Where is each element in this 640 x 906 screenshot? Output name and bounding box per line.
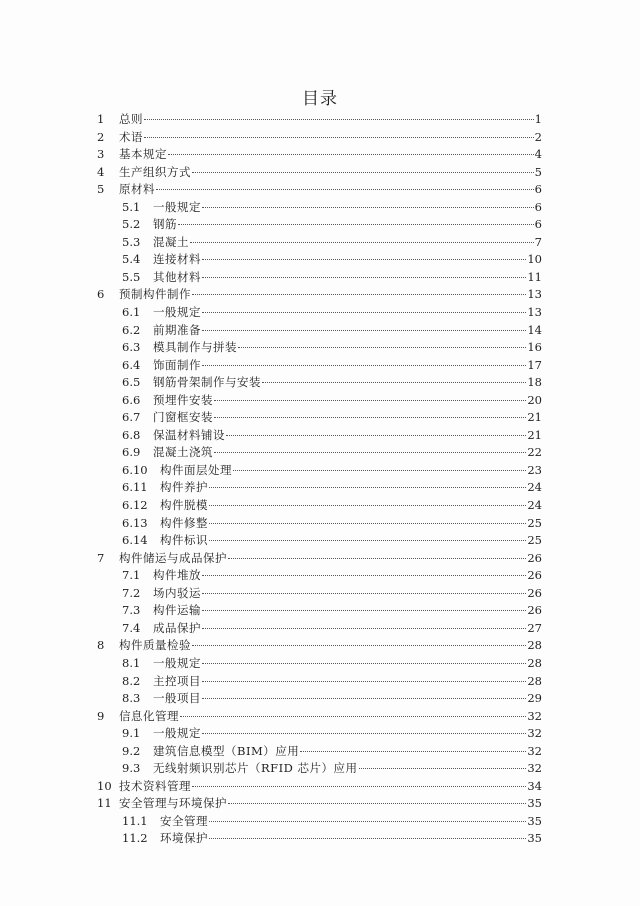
dot-leader bbox=[202, 652, 526, 664]
toc-entry-page-number: 5 bbox=[534, 164, 542, 179]
toc-entry-page-number: 34 bbox=[527, 778, 542, 793]
toc-entry-label: 构件修整 bbox=[160, 515, 208, 530]
toc-entry-label: 预制构件制作 bbox=[119, 287, 191, 302]
toc-entry-label: 主控项目 bbox=[153, 673, 201, 688]
toc-entry-number: 5.3 bbox=[122, 234, 141, 249]
toc-entry-page-number: 26 bbox=[527, 568, 542, 583]
toc-entry-label: 安全管理 bbox=[160, 813, 208, 828]
toc-entry-page-number: 24 bbox=[527, 498, 542, 513]
dot-leader bbox=[192, 775, 526, 787]
toc-entry-label: 构件质量检验 bbox=[119, 638, 191, 653]
toc-entry-page-number: 28 bbox=[527, 638, 542, 653]
toc-entry-page-number: 6 bbox=[534, 217, 542, 232]
toc-entry-number: 2 bbox=[97, 129, 105, 144]
dot-leader bbox=[209, 529, 526, 541]
toc-entry-page-number: 28 bbox=[527, 673, 542, 688]
toc-entry-page-number: 16 bbox=[527, 340, 542, 355]
dot-leader bbox=[202, 687, 526, 699]
dot-leader bbox=[209, 476, 526, 488]
dot-leader bbox=[226, 424, 526, 436]
toc-entry-label: 构件养护 bbox=[160, 480, 208, 495]
toc-entry-number: 10 bbox=[97, 778, 112, 793]
dot-leader bbox=[192, 634, 526, 646]
toc-entry-label: 总则 bbox=[119, 112, 143, 126]
toc-entry-label: 连接材料 bbox=[153, 252, 201, 267]
toc-entry-number: 11.2 bbox=[122, 831, 148, 846]
toc-entry-number: 6.3 bbox=[122, 340, 141, 355]
dot-leader bbox=[209, 494, 526, 506]
toc-entry-page-number: 13 bbox=[527, 287, 542, 302]
dot-leader bbox=[262, 371, 526, 383]
toc-entry-number: 6.10 bbox=[122, 462, 148, 477]
table-of-contents bbox=[97, 111, 542, 848]
toc-entry-number: 6.6 bbox=[122, 392, 141, 407]
dot-leader bbox=[214, 441, 526, 453]
dot-leader bbox=[192, 283, 526, 295]
toc-entry-number: 6.14 bbox=[122, 533, 148, 548]
toc-entry-label: 技术资料管理 bbox=[119, 778, 191, 793]
toc-entry-number: 7.2 bbox=[122, 585, 141, 600]
toc-entry-page-number: 2 bbox=[534, 129, 542, 144]
toc-entry-page-number: 1 bbox=[534, 112, 542, 126]
toc-entry-number: 3 bbox=[97, 147, 105, 162]
dot-leader bbox=[202, 266, 526, 278]
toc-entry-page-number: 25 bbox=[527, 515, 542, 530]
toc-entry-page-number: 35 bbox=[527, 813, 542, 828]
toc-entry-page-number: 27 bbox=[527, 620, 542, 635]
toc-entry-label: 一般规定 bbox=[153, 199, 201, 214]
toc-entry-number: 6.5 bbox=[122, 375, 141, 390]
toc-entry-number: 5.4 bbox=[122, 252, 141, 267]
toc-entry-page-number: 24 bbox=[527, 480, 542, 495]
toc-entry-page-number: 7 bbox=[534, 234, 542, 249]
toc-entry-label: 基本规定 bbox=[119, 147, 167, 162]
toc-entry-label: 预埋件安装 bbox=[153, 392, 213, 407]
toc-entry-page-number: 26 bbox=[527, 550, 542, 565]
toc-entry-number: 6.2 bbox=[122, 322, 141, 337]
toc-entry-number: 9.3 bbox=[122, 761, 141, 776]
toc-entry-page-number: 4 bbox=[534, 147, 542, 162]
toc-entry-label: 模具制作与拼装 bbox=[153, 340, 237, 355]
toc-entry-number: 9 bbox=[97, 708, 105, 723]
toc-entry-label: 原材料 bbox=[119, 182, 155, 197]
toc-entry-page-number: 32 bbox=[527, 761, 542, 776]
dot-leader bbox=[202, 248, 526, 260]
toc-entry-label: 场内驳运 bbox=[153, 585, 201, 600]
toc-entry-label: 生产组织方式 bbox=[119, 164, 191, 179]
dot-leader bbox=[192, 161, 534, 173]
dot-leader bbox=[202, 599, 526, 611]
toc-entry-page-number: 22 bbox=[527, 445, 542, 460]
toc-entry-page-number: 26 bbox=[527, 603, 542, 618]
dot-leader bbox=[144, 126, 534, 138]
dot-leader bbox=[228, 547, 526, 559]
toc-entry-label: 构件标识 bbox=[160, 533, 208, 548]
dot-leader bbox=[156, 178, 534, 190]
toc-entry-page-number: 32 bbox=[527, 743, 542, 758]
toc-entry-number: 7.4 bbox=[122, 620, 141, 635]
toc-entry-label: 一般规定 bbox=[153, 305, 201, 320]
toc-entry-label: 一般规定 bbox=[153, 655, 201, 670]
toc-entry-page-number: 13 bbox=[527, 305, 542, 320]
dot-leader bbox=[214, 389, 526, 401]
dot-leader bbox=[214, 406, 526, 418]
toc-entry-label: 安全管理与环境保护 bbox=[119, 796, 227, 811]
toc-entry-number: 7.3 bbox=[122, 603, 141, 618]
toc-entry-label: 信息化管理 bbox=[119, 708, 179, 723]
toc-entry-label: 门窗框安装 bbox=[153, 410, 213, 425]
toc-entry-label: 前期准备 bbox=[153, 322, 201, 337]
toc-entry-page-number: 32 bbox=[527, 726, 542, 741]
toc-entry-number: 6.8 bbox=[122, 427, 141, 442]
dot-leader bbox=[202, 564, 526, 576]
toc-entry-number: 7.1 bbox=[122, 568, 141, 583]
toc-entry-number: 8.3 bbox=[122, 691, 141, 706]
toc-entry-label: 构件储运与成品保护 bbox=[119, 550, 227, 565]
toc-entry-label: 无线射频识别芯片（RFID 芯片）应用 bbox=[153, 761, 358, 776]
toc-entry-page-number: 23 bbox=[527, 462, 542, 477]
toc-entry-page-number: 29 bbox=[527, 691, 542, 706]
toc-entry-page-number: 6 bbox=[534, 182, 542, 197]
toc-entry-label: 其他材料 bbox=[153, 269, 201, 284]
toc-entry-label: 钢筋 bbox=[153, 217, 177, 232]
dot-leader bbox=[300, 740, 526, 752]
toc-entry-page-number: 21 bbox=[527, 427, 542, 442]
toc-entry-number: 11 bbox=[97, 796, 112, 811]
toc-entry-number: 5.1 bbox=[122, 199, 141, 214]
toc-entry-number: 5.5 bbox=[122, 269, 141, 284]
dot-leader bbox=[202, 319, 526, 331]
toc-entry-page-number: 6 bbox=[534, 199, 542, 214]
dot-leader bbox=[233, 459, 526, 471]
toc-entry-page-number: 26 bbox=[527, 585, 542, 600]
toc-entry-number: 5.2 bbox=[122, 217, 141, 232]
dot-leader bbox=[228, 792, 526, 804]
toc-entry-label: 饰面制作 bbox=[153, 357, 201, 372]
dot-leader bbox=[168, 143, 534, 155]
toc-entry-number: 6.7 bbox=[122, 410, 141, 425]
toc-entry-page-number: 21 bbox=[527, 410, 542, 425]
toc-entry-page-number: 17 bbox=[527, 357, 542, 372]
toc-entry-label: 构件面层处理 bbox=[160, 462, 232, 477]
toc-entry-label: 混凝土 bbox=[153, 234, 189, 249]
dot-leader bbox=[202, 582, 526, 594]
toc-entry-number: 4 bbox=[97, 164, 105, 179]
toc-entry-number: 8 bbox=[97, 638, 105, 653]
toc-entry-number: 11.1 bbox=[122, 813, 148, 828]
toc-entry-label: 术语 bbox=[119, 129, 143, 144]
dot-leader bbox=[178, 213, 534, 225]
toc-entry-number: 5 bbox=[97, 182, 105, 197]
toc-entry-label: 构件运输 bbox=[153, 603, 201, 618]
toc-entry-page-number: 35 bbox=[527, 831, 542, 846]
toc-entry-page-number: 10 bbox=[527, 252, 542, 267]
dot-leader bbox=[202, 354, 526, 366]
dot-leader bbox=[209, 827, 526, 839]
dot-leader bbox=[238, 336, 526, 348]
toc-entry-number: 6.12 bbox=[122, 498, 148, 513]
toc-entry-number: 6.11 bbox=[122, 480, 148, 495]
toc-section-entry[interactable] bbox=[97, 830, 542, 848]
toc-entry-number: 8.1 bbox=[122, 655, 141, 670]
dot-leader bbox=[202, 722, 526, 734]
dot-leader bbox=[202, 301, 526, 313]
dot-leader bbox=[359, 757, 527, 769]
toc-entry-page-number: 28 bbox=[527, 655, 542, 670]
page-title: 目录 bbox=[302, 89, 338, 109]
toc-entry-page-number: 35 bbox=[527, 796, 542, 811]
dot-leader bbox=[209, 810, 526, 822]
toc-entry-label: 一般项目 bbox=[153, 691, 201, 706]
toc-entry-label: 构件脱模 bbox=[160, 498, 208, 513]
toc-entry-number: 8.2 bbox=[122, 673, 141, 688]
dot-leader bbox=[209, 512, 526, 524]
dot-leader bbox=[202, 617, 526, 629]
toc-entry-label: 成品保护 bbox=[153, 620, 201, 635]
toc-entry-page-number: 20 bbox=[527, 392, 542, 407]
dot-leader bbox=[144, 108, 534, 120]
toc-entry-number: 1 bbox=[97, 112, 105, 126]
toc-entry-label: 钢筋骨架制作与安装 bbox=[153, 375, 261, 390]
toc-entry-number: 6.13 bbox=[122, 515, 148, 530]
toc-entry-number: 6.4 bbox=[122, 357, 141, 372]
toc-entry-number: 6 bbox=[97, 287, 105, 302]
toc-entry-label: 保温材料铺设 bbox=[153, 427, 225, 442]
toc-entry-number: 7 bbox=[97, 550, 105, 565]
toc-entry-label: 构件堆放 bbox=[153, 568, 201, 583]
toc-entry-label: 混凝土浇筑 bbox=[153, 445, 213, 460]
toc-entry-number: 9.2 bbox=[122, 743, 141, 758]
toc-entry-page-number: 25 bbox=[527, 533, 542, 548]
toc-entry-label: 建筑信息模型（BIM）应用 bbox=[153, 743, 300, 758]
dot-leader bbox=[202, 670, 526, 682]
toc-entry-page-number: 32 bbox=[527, 708, 542, 723]
toc-entry-number: 6.1 bbox=[122, 305, 141, 320]
dot-leader bbox=[190, 231, 534, 243]
dot-leader bbox=[180, 705, 526, 717]
toc-entry-number: 9.1 bbox=[122, 726, 141, 741]
toc-entry-number: 6.9 bbox=[122, 445, 141, 460]
toc-entry-page-number: 11 bbox=[527, 269, 542, 284]
toc-entry-label: 环境保护 bbox=[160, 831, 208, 846]
dot-leader bbox=[202, 196, 534, 208]
toc-entry-page-number: 14 bbox=[527, 322, 542, 337]
toc-entry-page-number: 18 bbox=[527, 375, 542, 390]
toc-entry-label: 一般规定 bbox=[153, 726, 201, 741]
